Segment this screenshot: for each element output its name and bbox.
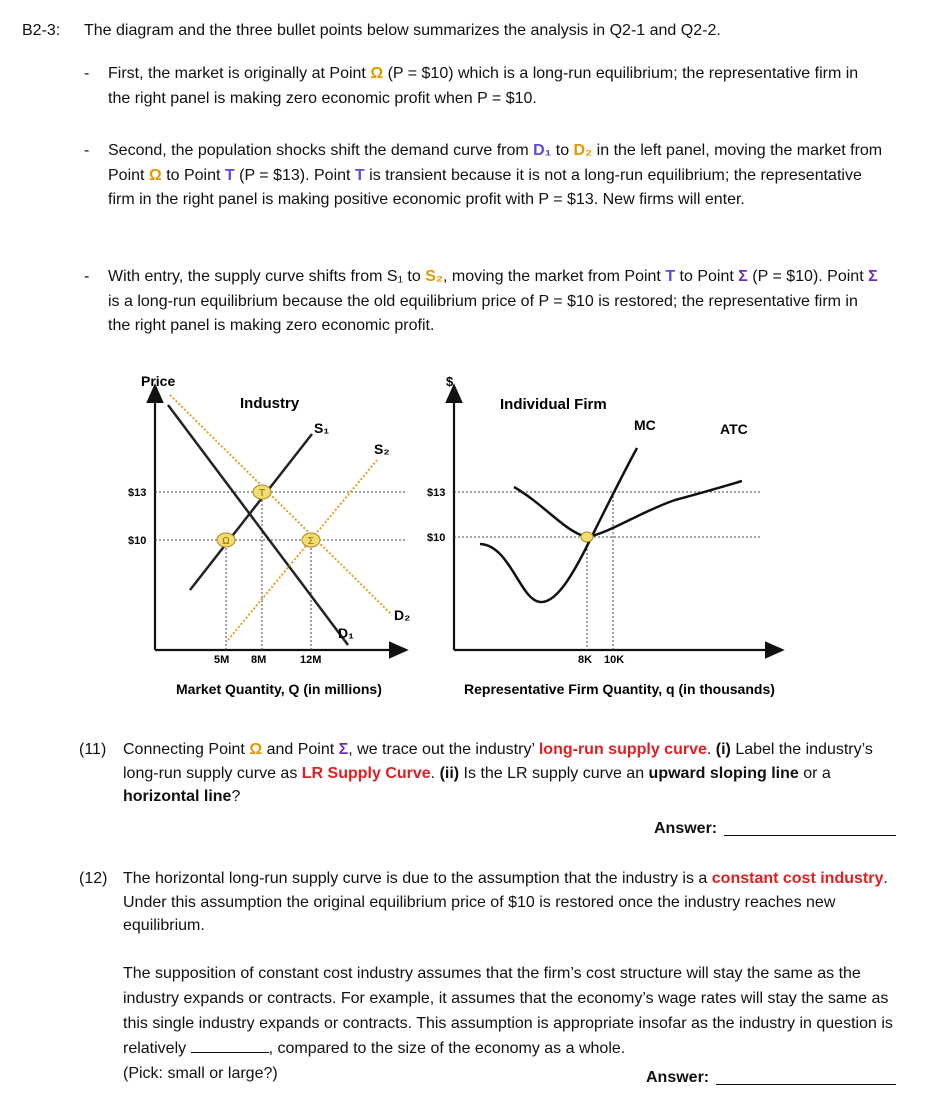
text-run: . xyxy=(430,764,440,782)
text-run: (P = $10) which is a long-run equilibrium; the representative firm in the right panel is making zero economic profit when P = $10. xyxy=(108,65,859,107)
right-y-axis-label: $ xyxy=(446,374,454,389)
d1-label: D₁ xyxy=(338,625,354,641)
text-run: First, the market is originally at Point xyxy=(108,65,371,82)
upward-sloping-option: upward sloping line xyxy=(648,764,799,782)
text-run: The supposition of constant cost industry assumes that the firm’s cost structure will stay the same as the industry expands or contracts. For example, it assumes that the economy’s wage rates will stay the same as this single industry expands or contracts. This assumption is appropriate insofar as the industry in question is relatively xyxy=(123,965,893,1057)
left-tick-12m: 12M xyxy=(300,654,322,666)
bullet-dash: - xyxy=(84,142,90,159)
part-i-label: (i) xyxy=(715,741,731,758)
part-ii-label: (ii) xyxy=(439,764,460,782)
supply-curve-s2 xyxy=(228,460,377,640)
right-chart-title: Individual Firm xyxy=(500,396,607,413)
text-run: Connecting Point xyxy=(123,741,250,758)
bullet-1-text xyxy=(108,62,884,111)
pick-hint: (Pick: small or large?) xyxy=(123,1065,278,1082)
text-run: is transient because it is not a long-run equilibrium; the representative firm in the right panel is making positive economic profit with P = $13. New firms will enter. xyxy=(108,166,862,208)
q12-answer-label: Answer: xyxy=(646,1069,710,1086)
text-run: . Under this assumption the original equilibrium price of $10 is restored once the industry reaches new equilibrium. xyxy=(123,870,888,934)
text-run: (P = $10). Point xyxy=(747,268,869,285)
firm-equilibrium-marker xyxy=(581,532,593,542)
q12-number: (12) xyxy=(79,870,108,887)
bullet-2 xyxy=(84,139,884,213)
lr-supply-highlight: long-run supply curve xyxy=(538,741,707,758)
mc-label: MC xyxy=(634,417,656,433)
q11-answer-label: Answer: xyxy=(654,820,718,837)
q12-text xyxy=(123,867,891,938)
point-sigma-label: Σ xyxy=(307,536,315,547)
text-run: Second, the population shocks shift the demand curve from xyxy=(108,142,534,159)
text-run: to Point xyxy=(675,268,739,285)
left-tick-8m: 8M xyxy=(251,654,267,666)
text-run: and Point xyxy=(262,741,339,758)
text-run: in the left panel, moving the market from Point xyxy=(108,142,883,184)
sigma-symbol: Σ xyxy=(868,268,878,285)
text-run: Label the industry’s long-run supply curve as xyxy=(123,741,873,782)
bullet-2-text xyxy=(108,139,884,213)
t-symbol: T xyxy=(224,166,235,184)
omega-symbol: Ω xyxy=(370,65,384,82)
point-omega-label: Ω xyxy=(222,536,230,547)
relative-size-blank[interactable] xyxy=(191,1038,269,1053)
text-run: With entry, the supply curve shifts from S₁ to xyxy=(108,268,426,285)
bullet-dash: - xyxy=(84,65,90,82)
omega-symbol: Ω xyxy=(249,741,263,758)
left-x-axis-label: Market Quantity, Q (in millions) xyxy=(176,681,382,697)
s1-label: S₁ xyxy=(314,420,330,436)
atc-label: ATC xyxy=(720,421,748,437)
bullet-dash: - xyxy=(84,268,90,285)
t-symbol: T xyxy=(665,268,676,285)
diagram xyxy=(0,360,932,710)
d1-label: D₁ xyxy=(533,142,552,159)
text-run: . xyxy=(706,741,716,758)
text-run: to xyxy=(551,142,574,159)
bullet-3-text xyxy=(108,265,884,339)
s2-label: S₂ xyxy=(425,268,443,285)
demand-curve-d2 xyxy=(170,395,392,615)
sigma-symbol: Σ xyxy=(338,741,349,758)
question-12 xyxy=(79,867,891,938)
text-run: , moving the market from Point xyxy=(443,268,666,285)
text-run: to Point xyxy=(161,166,225,184)
s2-label: S₂ xyxy=(374,441,390,457)
text-run: or a xyxy=(798,764,831,782)
d2-label: D₂ xyxy=(394,607,411,623)
omega-symbol: Ω xyxy=(148,166,162,184)
q11-number: (11) xyxy=(79,741,107,758)
text-run: is a long-run equilibrium because the old equilibrium price of P = $10 is restored; the representative firm in the right panel is making zero economic profit. xyxy=(108,292,858,334)
q12-answer-field[interactable] xyxy=(716,1083,896,1085)
q11-text xyxy=(123,738,891,809)
text-run: , we trace out the industry’ xyxy=(348,741,539,758)
left-chart-title: Industry xyxy=(240,395,300,412)
left-tick-5m: 5M xyxy=(214,654,230,666)
horizontal-option: horizontal line xyxy=(123,788,232,805)
question-title: The diagram and the three bullet points below summarizes the analysis in Q2-1 and Q2-2. xyxy=(84,22,721,39)
left-y-axis-label: Price xyxy=(141,373,176,389)
right-tick-8k: 8K xyxy=(578,654,593,666)
left-tick-10: $10 xyxy=(128,535,147,547)
left-tick-13: $13 xyxy=(128,487,147,499)
question-number: B2-3: xyxy=(22,22,61,39)
demand-curve-d1 xyxy=(168,405,348,645)
lr-supply-curve-label: LR Supply Curve xyxy=(301,764,431,782)
question-11 xyxy=(79,738,891,809)
text-run: Is the LR supply curve an xyxy=(459,764,649,782)
q11-answer-field[interactable] xyxy=(724,834,896,836)
sigma-symbol: Σ xyxy=(738,268,748,285)
constant-cost-highlight: constant cost industry xyxy=(711,870,884,887)
text-run: (P = $13). Point xyxy=(234,166,355,184)
right-tick-10: $10 xyxy=(427,532,446,544)
atc-curve xyxy=(514,481,742,537)
text-run: , compared to the size of the economy as a whole. xyxy=(268,1040,626,1057)
q12-paragraph xyxy=(123,961,893,1086)
d2-label: D₂ xyxy=(573,142,593,159)
t-symbol: T xyxy=(354,166,365,184)
right-tick-13: $13 xyxy=(427,487,446,499)
right-x-axis-label: Representative Firm Quantity, q (in thousands) xyxy=(464,681,775,697)
point-t-label: T xyxy=(258,488,266,499)
bullet-3 xyxy=(84,265,884,339)
right-tick-10k: 10K xyxy=(604,654,625,666)
text-run: The horizontal long-run supply curve is due to the assumption that the industry is a xyxy=(123,870,712,887)
bullet-1 xyxy=(84,62,884,111)
text-run: ? xyxy=(231,788,241,805)
